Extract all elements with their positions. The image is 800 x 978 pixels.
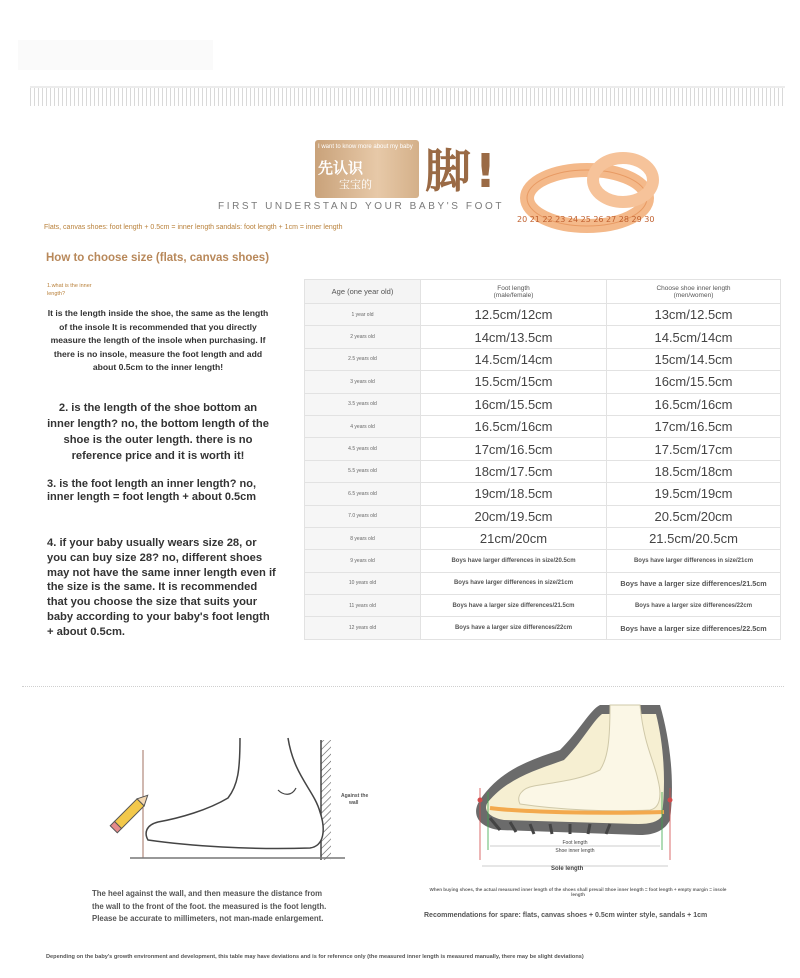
table-cell-age: 4 years old bbox=[305, 415, 421, 437]
faq-question-1-line: 1.what is the inner bbox=[47, 283, 92, 289]
table-row bbox=[305, 460, 781, 482]
sole-length-label: Sole length bbox=[551, 866, 584, 872]
brand-logo-cjk: 先认识 bbox=[318, 159, 364, 177]
table-cell-foot: Boys have larger differences in size/21cm bbox=[421, 572, 607, 594]
footer-note: Depending on the baby's growth environment and development, this table may have deviations and is for reference only (the measured inner length is measured manually, there may be slight deviations) bbox=[46, 954, 584, 960]
table-cell-age: 1 year old bbox=[305, 304, 421, 326]
table-row bbox=[305, 617, 781, 639]
table-cell-age: 6.5 years old bbox=[305, 483, 421, 505]
ruler-strip bbox=[30, 86, 785, 106]
pencil-icon bbox=[110, 792, 151, 833]
table-cell-foot: Boys have a larger size differences/22cm bbox=[421, 617, 607, 639]
table-cell-inner: 16.5cm/16cm bbox=[607, 393, 781, 415]
table-row bbox=[305, 371, 781, 393]
table-cell-inner: Boys have larger differences in size/21cm bbox=[607, 550, 781, 572]
shoe-inner-label: Shoe inner length bbox=[555, 847, 595, 854]
table-cell-inner: Boys have a larger size differences/22.5cm bbox=[607, 617, 781, 639]
table-row bbox=[305, 348, 781, 370]
foot-length-label: Foot length bbox=[562, 840, 588, 846]
header-inner-length bbox=[607, 280, 781, 304]
table-cell-inner: 19.5cm/19cm bbox=[607, 483, 781, 505]
banner-exclaim: ! bbox=[475, 144, 500, 198]
foot-outline bbox=[146, 738, 323, 849]
table-row bbox=[305, 572, 781, 594]
faq-question-1-line: length? bbox=[47, 291, 66, 297]
table-cell-inner: 14.5cm/14cm bbox=[607, 326, 781, 348]
table-cell-inner: 18.5cm/18cm bbox=[607, 460, 781, 482]
table-cell-foot: 21cm/20cm bbox=[421, 527, 607, 549]
header-age: Age (one year old) bbox=[305, 280, 421, 304]
foot-measure-diagram bbox=[100, 730, 360, 870]
table-row bbox=[305, 505, 781, 527]
table-cell-age: 3.5 years old bbox=[305, 393, 421, 415]
table-cell-foot: 18cm/17.5cm bbox=[421, 460, 607, 482]
table-row bbox=[305, 595, 781, 617]
header-foot-length bbox=[421, 280, 607, 304]
faq-answer-4: 4. if your baby usually wears size 28, or you can buy size 28? no, different shoes may not have the same inner length even if the size is the same. It is recommended that you choose the size that suits your baby according to your baby's foot length + about 0.5cm. bbox=[47, 537, 276, 638]
right-caption: Recommendations for spare: flats, canvas shoes + 0.5cm winter style, sandals + 1cm bbox=[424, 912, 708, 919]
table-row bbox=[305, 550, 781, 572]
table-cell-age: 3 years old bbox=[305, 371, 421, 393]
table-cell-foot: 16cm/15.5cm bbox=[421, 393, 607, 415]
shoe-labels bbox=[545, 840, 605, 854]
wall-label bbox=[341, 793, 368, 807]
table-row bbox=[305, 483, 781, 505]
table-cell-foot: Boys have larger differences in size/20.5cm bbox=[421, 550, 607, 572]
table-cell-age: 7.0 years old bbox=[305, 505, 421, 527]
header-foot-line1: Foot length bbox=[497, 284, 530, 292]
wall-label-line: wall bbox=[349, 800, 359, 806]
table-cell-inner: 13cm/12.5cm bbox=[607, 304, 781, 326]
section-title: How to choose size (flats, canvas shoes) bbox=[46, 252, 270, 264]
table-cell-inner: 17cm/16.5cm bbox=[607, 415, 781, 437]
top-blank-bar bbox=[18, 40, 213, 70]
table-row bbox=[305, 304, 781, 326]
table-cell-age: 11 years old bbox=[305, 595, 421, 617]
measure-dot-left bbox=[478, 798, 483, 803]
table-cell-foot: Boys have a larger size differences/21.5cm bbox=[421, 595, 607, 617]
table-cell-foot: 12.5cm/12cm bbox=[421, 304, 607, 326]
left-caption bbox=[92, 888, 326, 926]
table-row bbox=[305, 393, 781, 415]
banner-subtitle: FIRST UNDERSTAND YOUR BABY'S FOOT bbox=[218, 201, 505, 212]
section-divider bbox=[22, 686, 784, 687]
banner-cjk-char: 脚 bbox=[425, 144, 475, 198]
table-cell-age: 9 years old bbox=[305, 550, 421, 572]
intro-text: Flats, canvas shoes: foot length + 0.5cm = inner length sandals: foot length + 1cm = inner length bbox=[44, 224, 343, 231]
right-caption-small: When buying shoes, the actual measured inner length of the shoes shall prevail Shoe inner length = foot length + empty margin = insole length bbox=[429, 887, 727, 897]
faq-question-1 bbox=[47, 282, 92, 298]
table-cell-age: 2 years old bbox=[305, 326, 421, 348]
faq-answer-2: 2. is the length of the shoe bottom an inner length? no, the bottom length of the shoe is the outer length. there is no reference price and it is worth it! bbox=[47, 402, 269, 462]
left-caption-line: Please be accurate to millimeters, not man-made enlargement. bbox=[92, 914, 324, 923]
table-row bbox=[305, 326, 781, 348]
left-caption-line: the wall to the front of the foot. the measured is the foot length. bbox=[92, 901, 327, 911]
header-foot-line2: (male/female) bbox=[493, 291, 534, 299]
measure-dot-right bbox=[668, 798, 673, 803]
table-cell-age: 8 years old bbox=[305, 527, 421, 549]
wall-hatch bbox=[321, 740, 331, 860]
faq-answer-3: 3. is the foot length an inner length? no, inner length = foot length + about 0.5cm bbox=[47, 478, 257, 503]
brand-logo-text: I want to know more about my baby bbox=[318, 144, 413, 150]
table-header-row bbox=[305, 280, 781, 304]
table-cell-foot: 14cm/13.5cm bbox=[421, 326, 607, 348]
table-cell-foot: 16.5cm/16cm bbox=[421, 415, 607, 437]
tape-digits: 20 21 22 23 24 25 26 27 28 29 30 bbox=[517, 215, 655, 224]
size-table bbox=[304, 279, 781, 640]
table-cell-foot: 20cm/19.5cm bbox=[421, 505, 607, 527]
wall-label-line: Against the bbox=[341, 793, 369, 799]
table-cell-inner: Boys have a larger size differences/21.5cm bbox=[607, 572, 781, 594]
header-inner-line2: (men/women) bbox=[673, 291, 714, 299]
table-cell-foot: 17cm/16.5cm bbox=[421, 438, 607, 460]
table-cell-foot: 14.5cm/14cm bbox=[421, 348, 607, 370]
tape-measure-icon bbox=[505, 150, 665, 235]
faq-answer-1: It is the length inside the shoe, the same as the length of the insole It is recommended that you directly measure the length of the insole when purchasing. If there is no insole, measure the foot length and add about 0.5cm to the inner length! bbox=[47, 308, 269, 373]
table-cell-inner: 21.5cm/20.5cm bbox=[607, 527, 781, 549]
table-cell-foot: 19cm/18.5cm bbox=[421, 483, 607, 505]
table-cell-age: 2.5 years old bbox=[305, 348, 421, 370]
banner-headline bbox=[425, 135, 500, 201]
left-caption-line: The heel against the wall, and then measure the distance from bbox=[92, 889, 323, 898]
table-cell-age: 4.5 years old bbox=[305, 438, 421, 460]
table-cell-inner: Boys have a larger size differences/22cm bbox=[607, 595, 781, 617]
brand-logo-cjk-2: 宝宝的 bbox=[339, 178, 372, 191]
table-cell-inner: 16cm/15.5cm bbox=[607, 371, 781, 393]
brand-logo-box bbox=[315, 140, 419, 198]
table-cell-inner: 20.5cm/20cm bbox=[607, 505, 781, 527]
table-cell-age: 5.5 years old bbox=[305, 460, 421, 482]
table-row bbox=[305, 415, 781, 437]
table-row bbox=[305, 527, 781, 549]
table-cell-foot: 15.5cm/15cm bbox=[421, 371, 607, 393]
table-cell-inner: 15cm/14.5cm bbox=[607, 348, 781, 370]
table-cell-inner: 17.5cm/17cm bbox=[607, 438, 781, 460]
header-inner-line1: Choose shoe inner length bbox=[656, 284, 731, 292]
table-cell-age: 10 years old bbox=[305, 572, 421, 594]
table-row bbox=[305, 438, 781, 460]
table-cell-age: 12 years old bbox=[305, 617, 421, 639]
